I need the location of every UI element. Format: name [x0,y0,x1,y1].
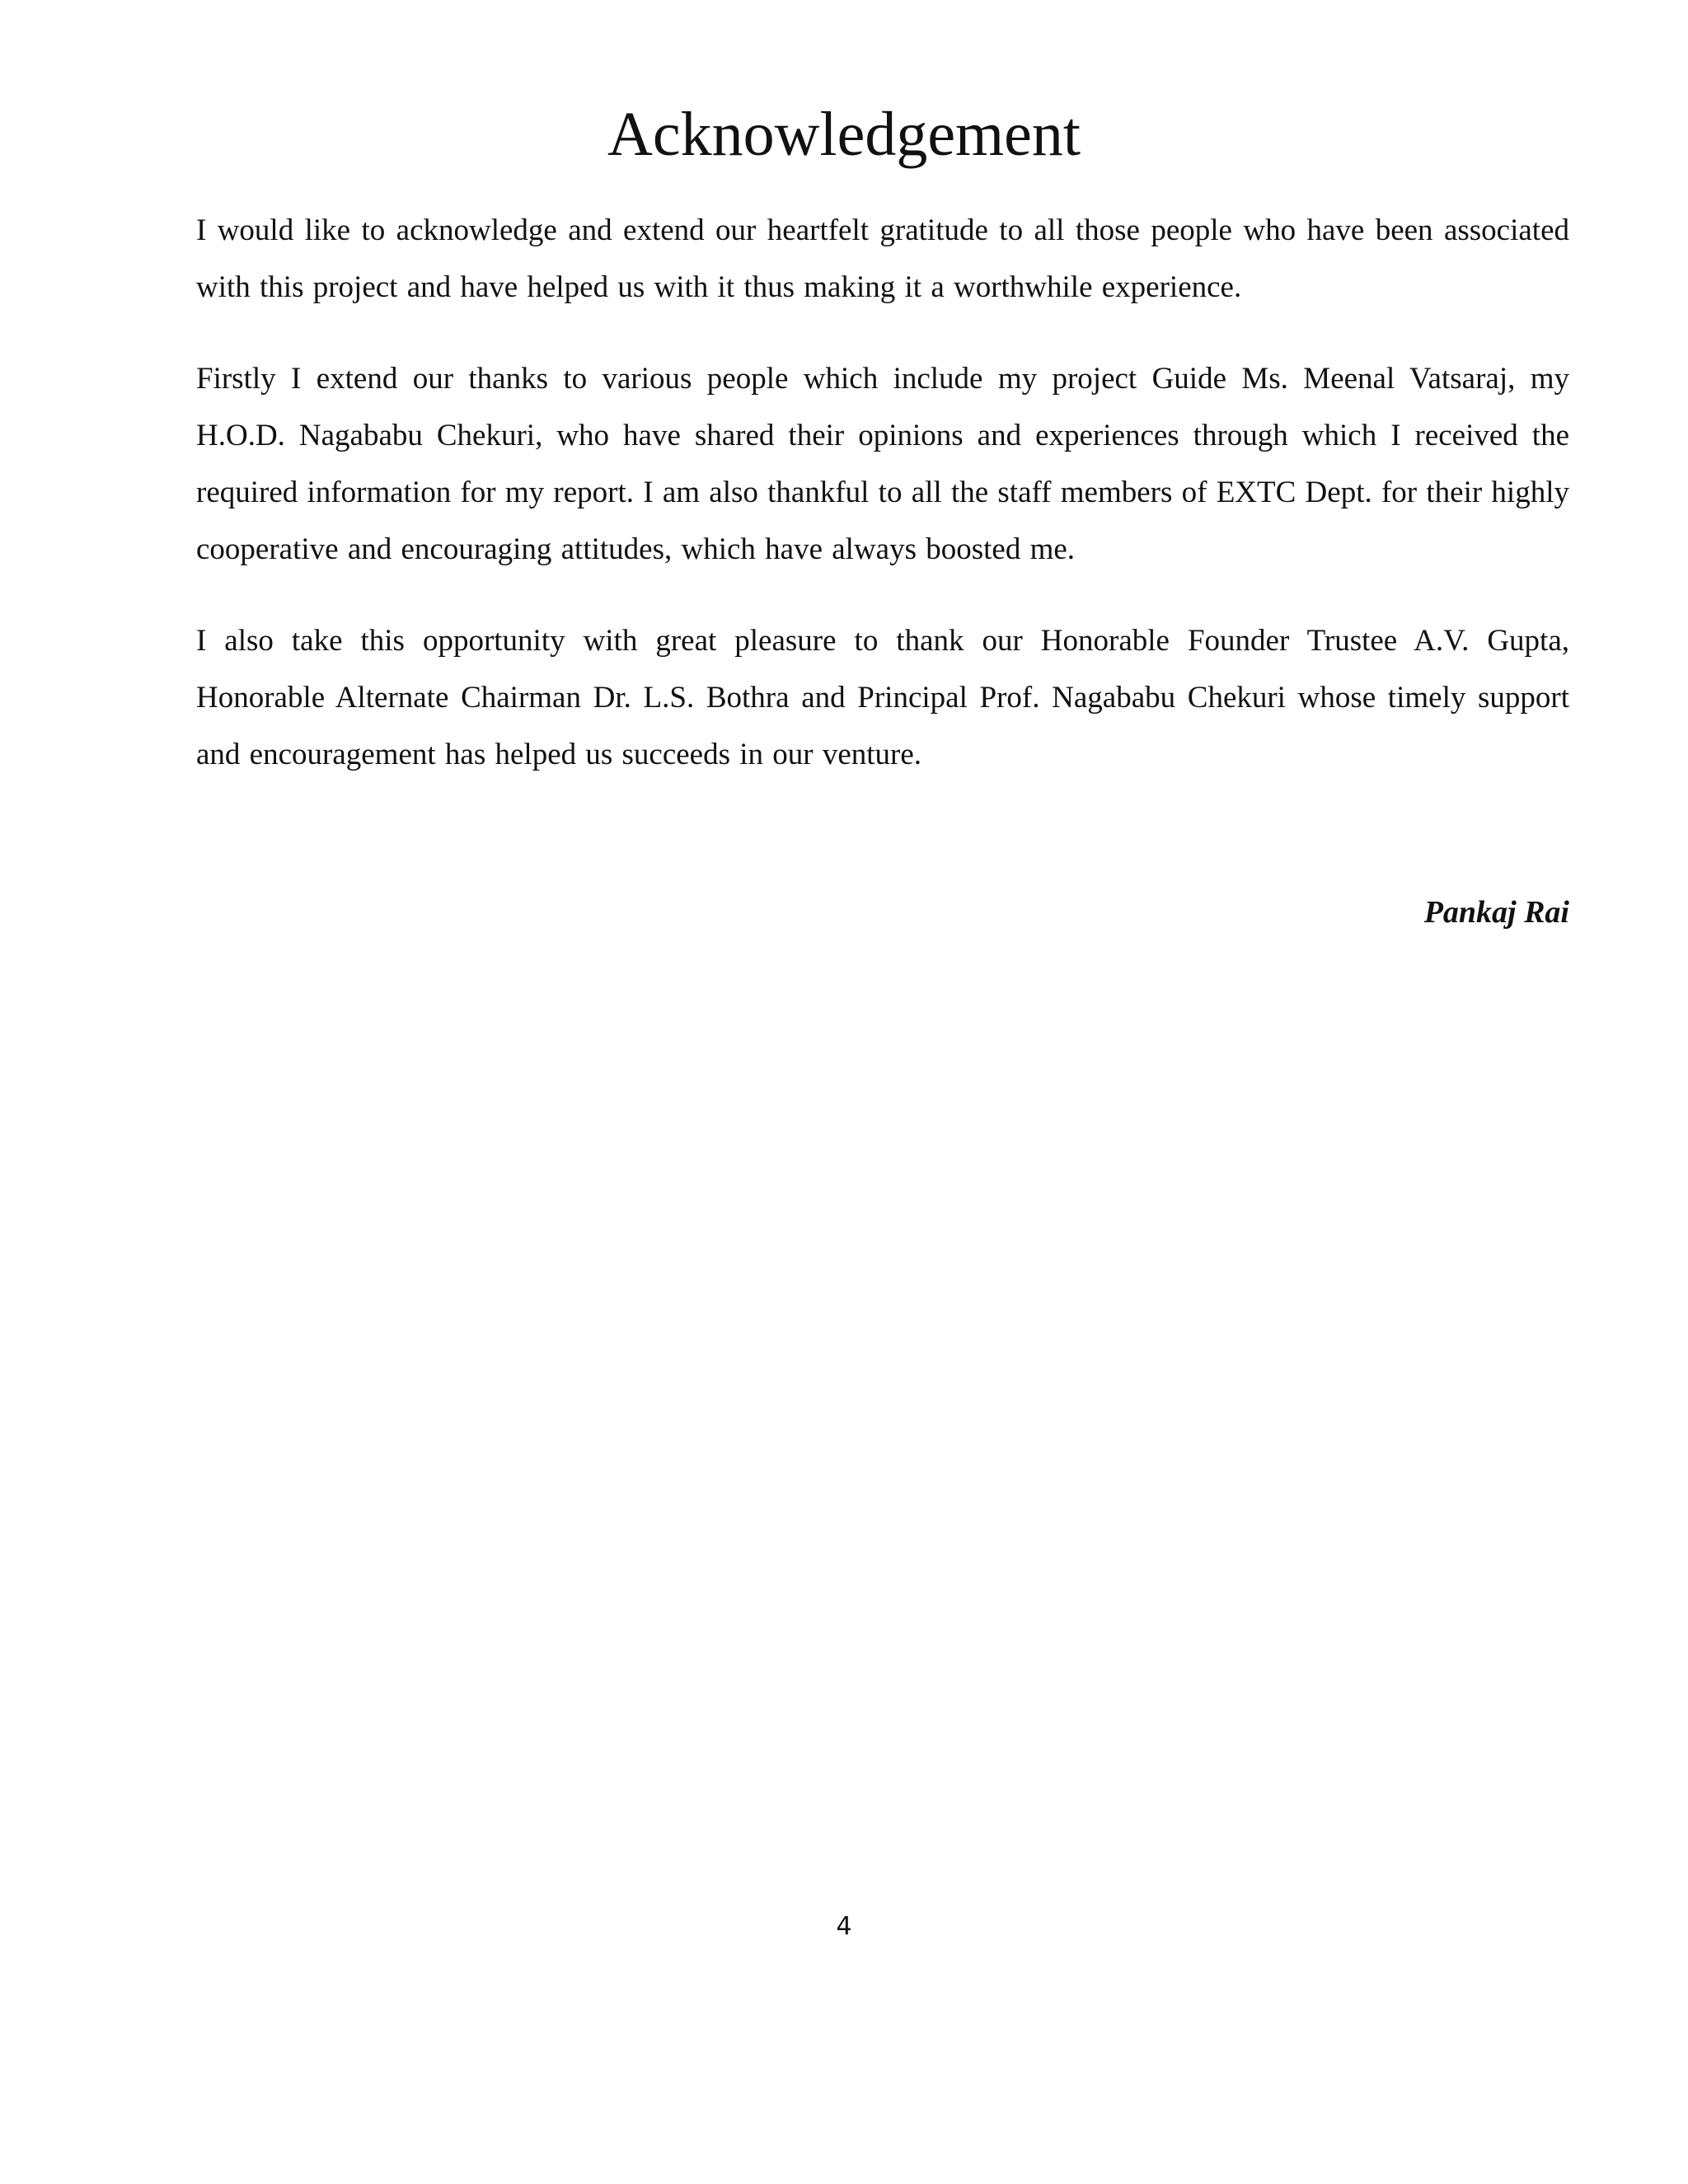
paragraph-thanks-trustees: I also take this opportunity with great pleasure to thank our Honorable Founder Trustee A.V. Gupta, Honorable Alternate Chairman Dr. L.S. Bothra and Principal Prof. Nagababu Chekuri whose timely support and encouragement has helped us succeeds in our venture. [196,624,1569,771]
page-title: Acknowledgement [607,100,1081,169]
paragraph-thanks-guide: Firstly I extend our thanks to various people which include my project Guide Ms. Meenal Vatsaraj, my H.O.D. Nagababu Chekuri, who have shared their opinions and experiences through which I received the required information for my report. I am also thankful to all the staff members of EXTC Dept. for their highly cooperative and encouraging attitudes, which have always boosted me. [196,362,1569,566]
author-signature: Pankaj Rai [1423,895,1569,930]
page-number: 4 [836,1912,852,1941]
paragraph-gratitude: I would like to acknowledge and extend our heartfelt gratitude to all those people who have been associated with this project and have helped us with it thus making it a worthwhile experience. [196,213,1569,304]
acknowledgement-body [196,202,1569,818]
